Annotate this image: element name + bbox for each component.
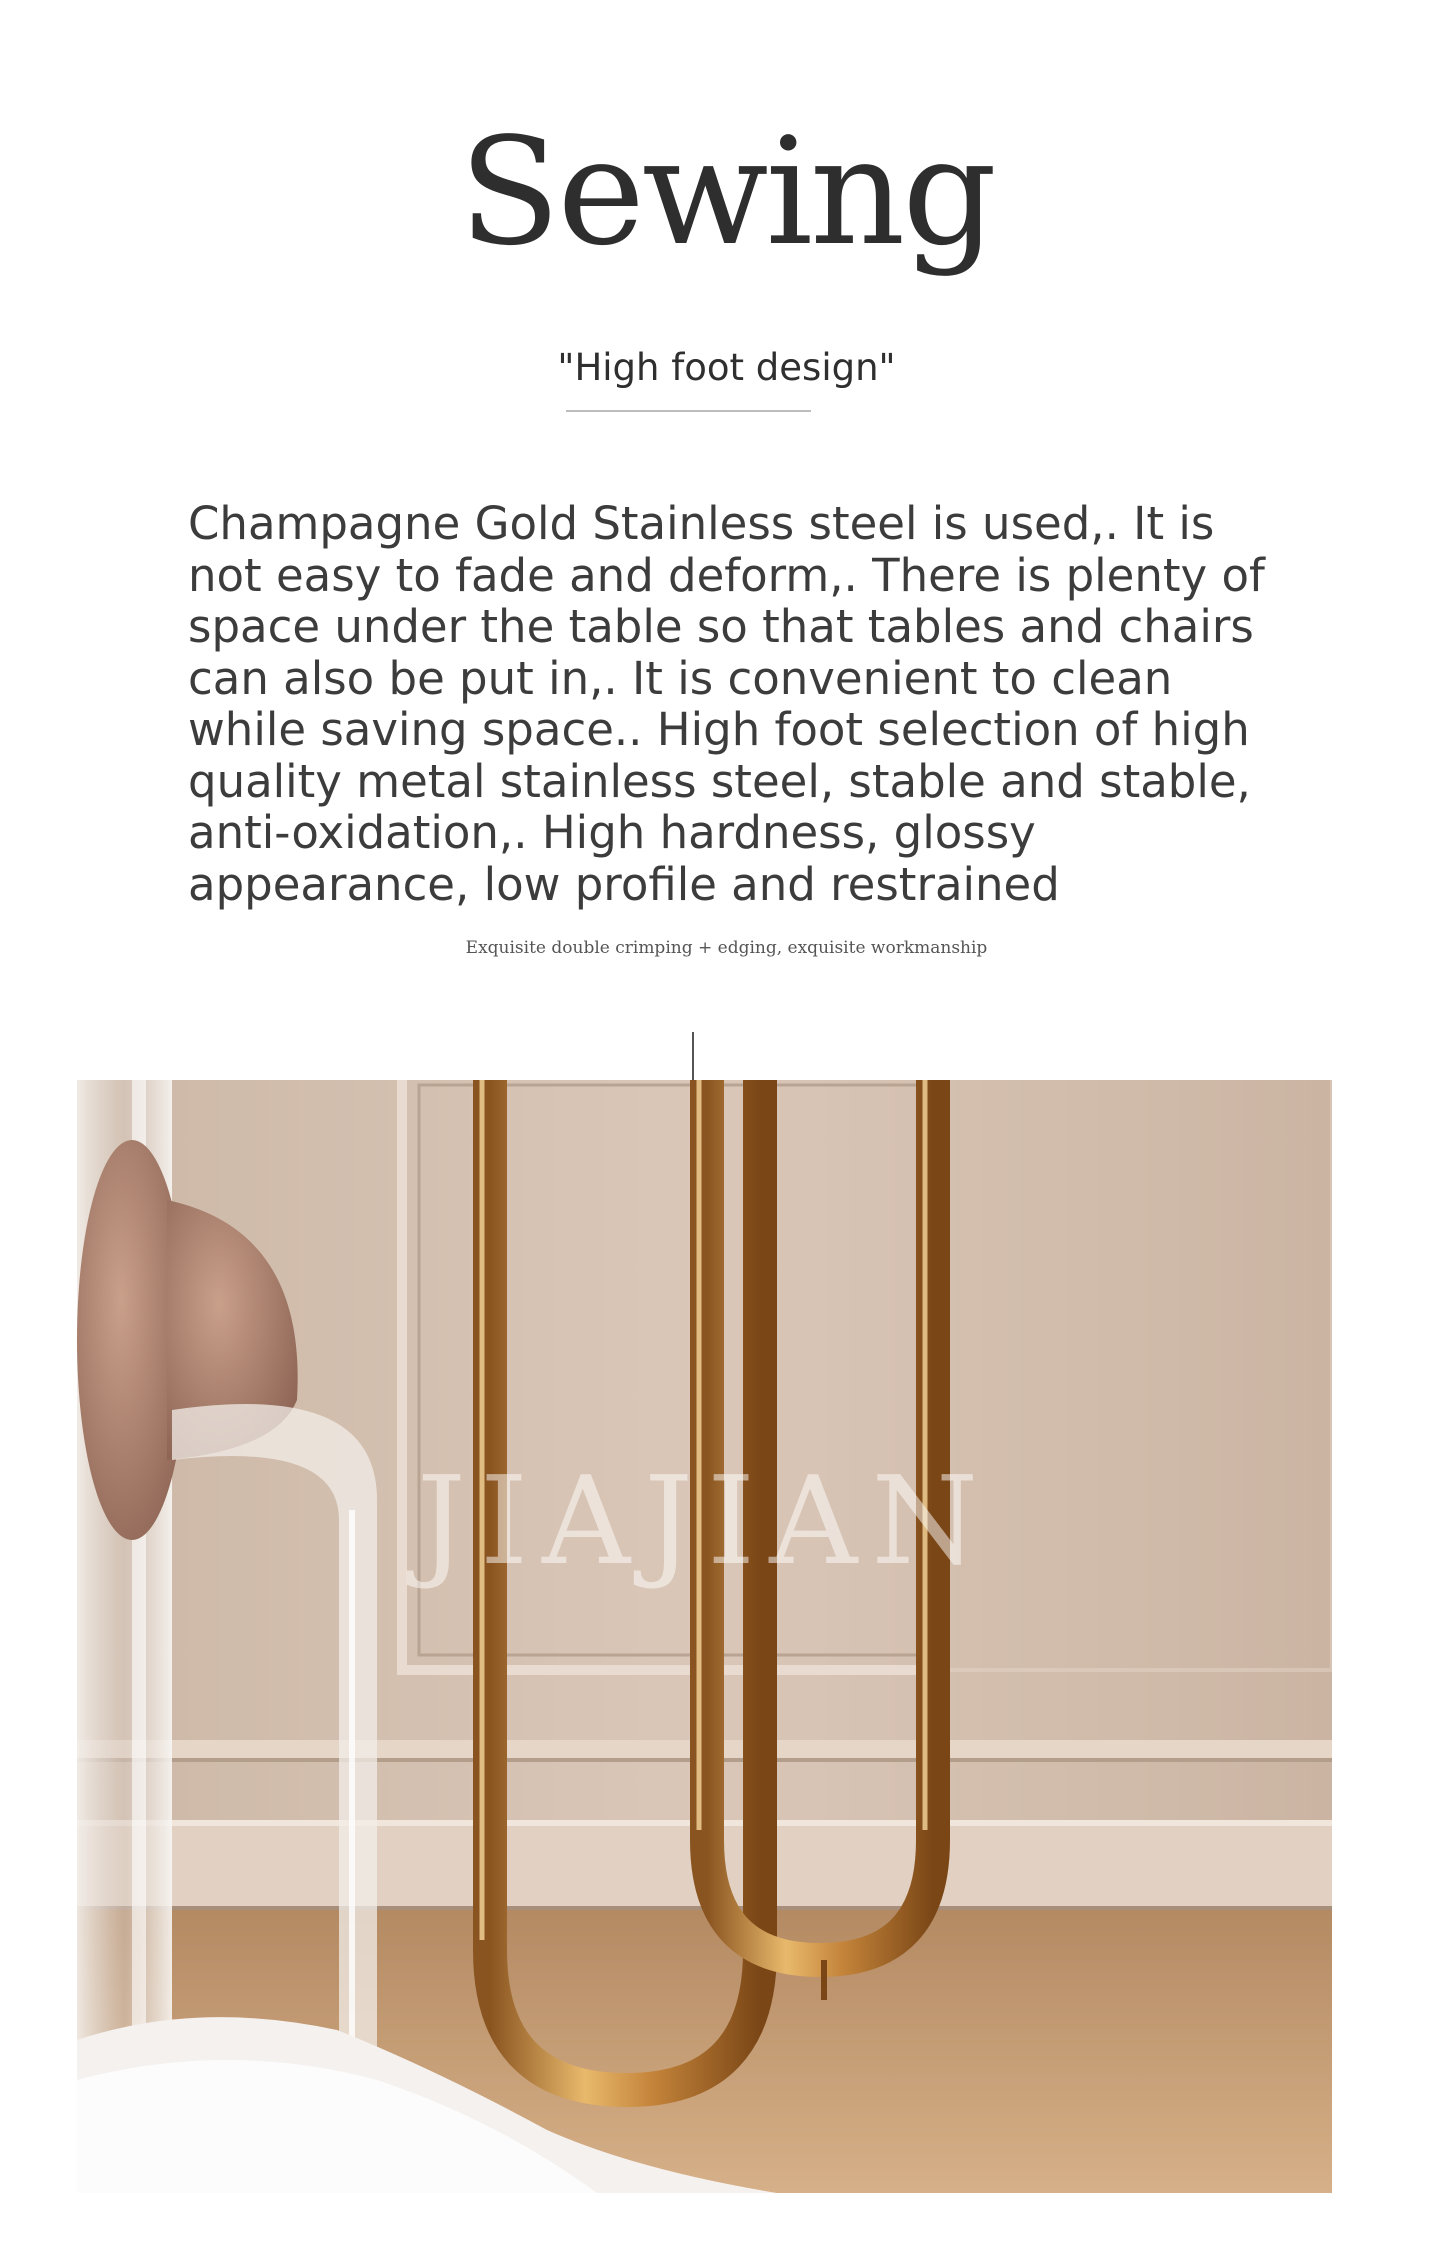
- page-subtitle: "High foot design": [557, 346, 896, 389]
- detail-caption: Exquisite double crimping + edging, exquisite workmanship: [465, 938, 988, 958]
- description-text: Champagne Gold Stainless steel is used,. It is not easy to fade and deform,. There is plenty of space under the table so that tables and chairs can also be put in,. It is convenient to clean while saving space.. High foot selection of high quality metal stainless steel, stable and stable, anti-oxidation,. High hardness, glossy appearance, low profile and restrained: [188, 497, 1265, 911]
- watermark: JIAJIAN: [416, 1450, 993, 1592]
- page-title: Sewing: [458, 106, 995, 278]
- product-photo: [77, 1080, 1332, 2193]
- subtitle-underline: [566, 410, 811, 412]
